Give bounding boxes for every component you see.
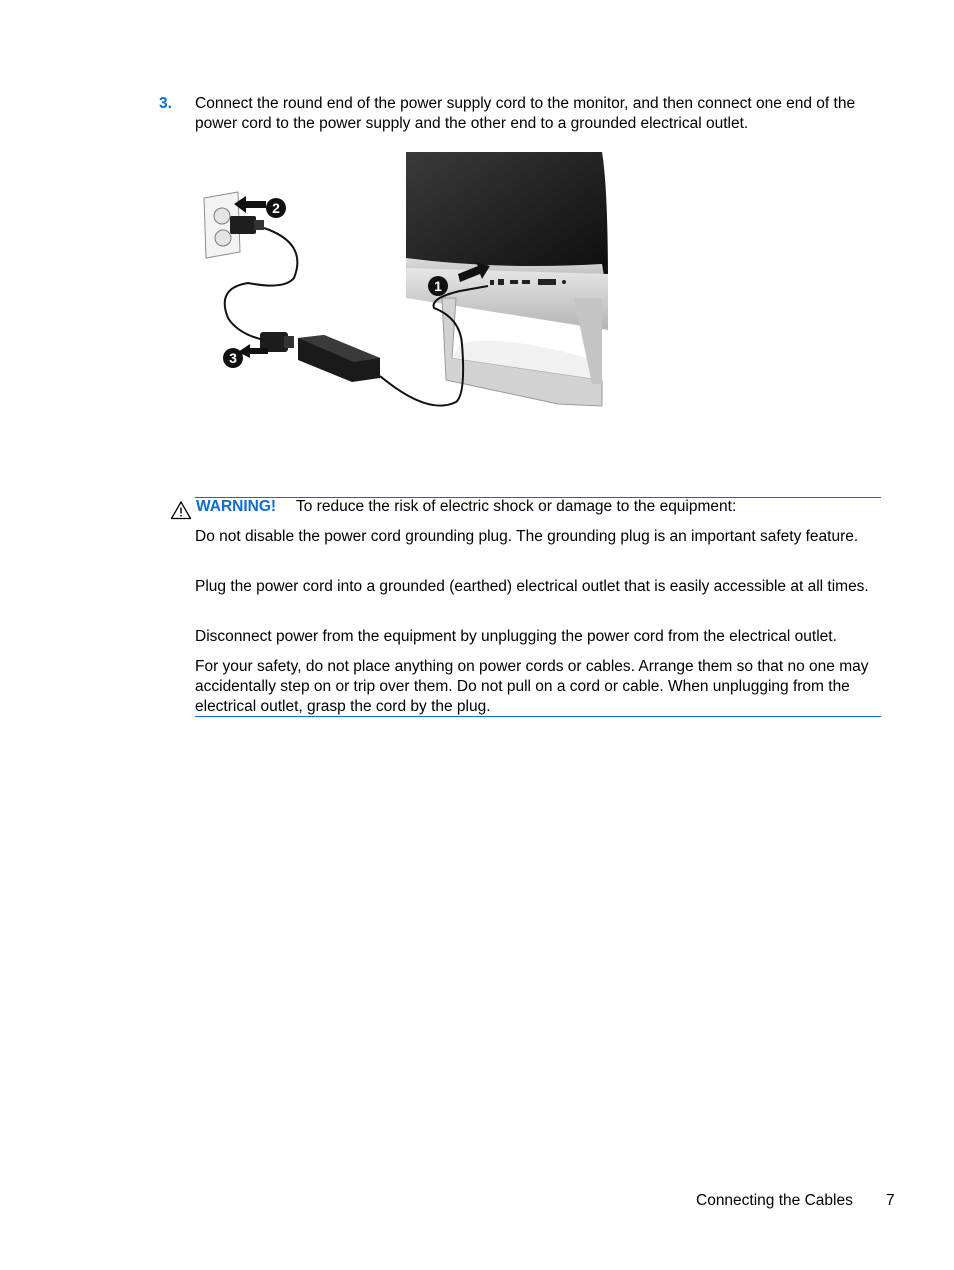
svg-text:2: 2 <box>272 200 280 216</box>
step-text: Connect the round end of the power supply cord to the monitor, and then connect one end of the power cord to the power supply and the other end to a grounded electrical outlet. <box>195 95 856 132</box>
callout-1 <box>428 276 448 296</box>
callout-3 <box>223 348 243 368</box>
warning-bottom-rule <box>195 716 881 717</box>
warning-intro: To reduce the risk of electric shock or damage to the equipment: <box>296 498 737 515</box>
warning-label: WARNING! <box>196 498 277 515</box>
footer-page-number: 7 <box>886 1192 895 1209</box>
power-adapter-graphic <box>298 335 380 382</box>
warning-paragraph: Plug the power cord into a grounded (earthed) electrical outlet that is easily accessible at all times. <box>195 578 869 595</box>
svg-text:3: 3 <box>229 350 237 366</box>
callout-2 <box>266 198 286 218</box>
warning-paragraph: Disconnect power from the equipment by unplugging the power cord from the electrical outlet. <box>195 628 837 645</box>
step-number: 3. <box>159 95 172 112</box>
warning-paragraph: Do not disable the power cord grounding plug. The grounding plug is an important safety feature. <box>195 528 859 545</box>
warning-paragraph: For your safety, do not place anything on power cords or cables. Arrange them so that no one may accidentally step on or trip over them. Do not pull on a cord or cable. When unplugging from the electrical outlet, grasp the cord by the plug. <box>195 658 869 715</box>
svg-text:1: 1 <box>434 278 442 294</box>
cable-connection-illustration <box>198 148 610 418</box>
footer-section-title: Connecting the Cables <box>696 1192 853 1209</box>
warning-triangle-icon <box>170 500 192 520</box>
